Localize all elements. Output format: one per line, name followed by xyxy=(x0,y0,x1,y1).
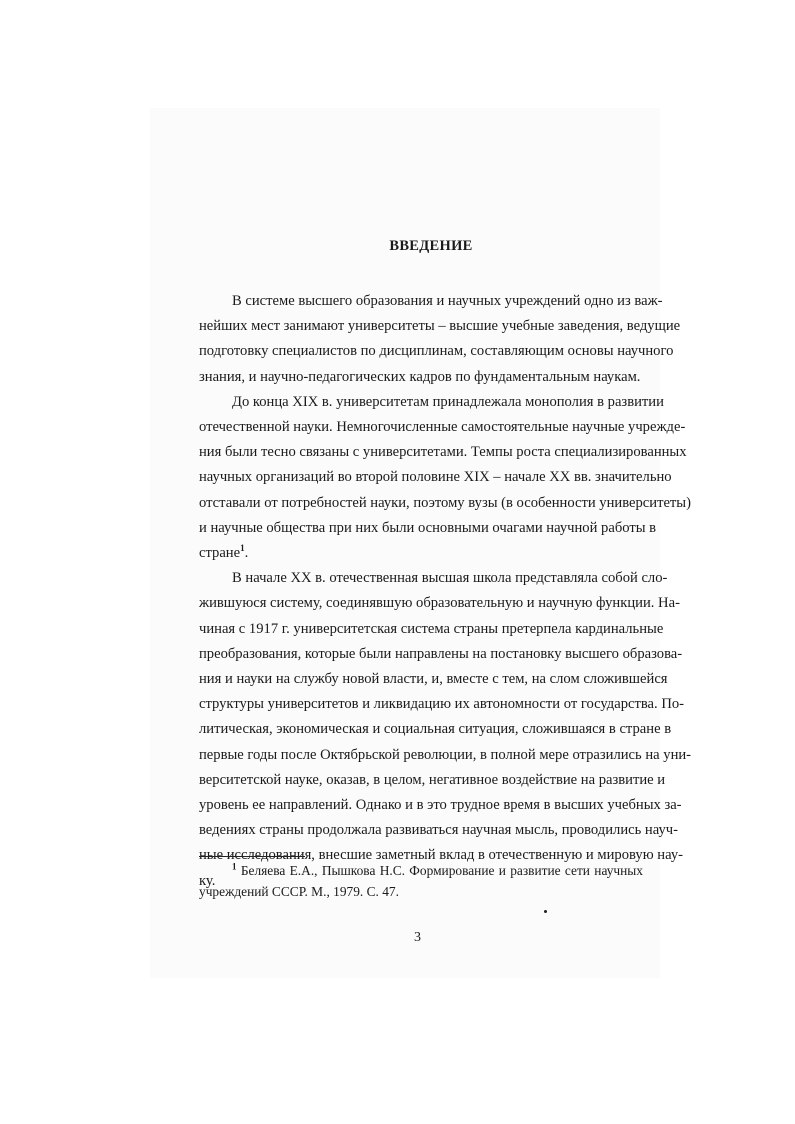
text-line: До конца XIX в. университетам принадлежала монополия в развитии xyxy=(232,393,664,410)
text-fragment: Беляева Е.А., Пышкова Н.С. Формирование и развитие сети научных xyxy=(240,863,643,878)
paragraph-2 xyxy=(199,390,691,566)
footnote-line: учреждений СССР. М., 1979. С. 47. xyxy=(199,884,399,899)
text-line: знания, и научно-педагогических кадров по фундаментальным наукам. xyxy=(199,368,641,385)
text-line: первые годы после Октябрьской революции, в полной мере отразились на уни- xyxy=(199,746,692,763)
text-line: ные исследования, внесшие заметный вклад в отечественную и мировую нау- xyxy=(199,847,683,864)
text-line: ведениях страны продолжала развиваться научная мысль, проводились науч- xyxy=(199,822,678,839)
text-line: подготовку специалистов по дисциплинам, составляющим основы научного xyxy=(199,343,674,360)
scan-speck xyxy=(544,910,547,913)
text-line: В начале XX в. отечественная высшая школа представляла собой сло- xyxy=(232,570,668,587)
text-line: ния были тесно связаны с университетами. Темпы роста специализированных xyxy=(199,444,687,461)
text-line: В системе высшего образования и научных учреждений одно из важ- xyxy=(232,293,663,309)
text-line: отставали от потребностей науки, поэтому вузы (в особенности университеты) xyxy=(199,494,691,511)
text-line: чиная с 1917 г. университетская система страны претерпела кардинальные xyxy=(199,620,664,637)
text-line xyxy=(199,541,643,566)
text-line: преобразования, которые были направлены на постановку высшего образова- xyxy=(199,645,683,662)
text-line: ку. xyxy=(199,872,216,889)
body-text xyxy=(199,289,692,894)
text-line: структуры университетов и ликвидацию их автономности от государства. По- xyxy=(199,696,685,713)
text-line: уровень ее направлений. Однако и в это трудное время в высших учебных за- xyxy=(199,797,682,814)
text-fragment: стране xyxy=(199,545,241,562)
text-line: жившуюся систему, соединявшую образовательную и научную функции. На- xyxy=(199,595,680,612)
paragraph-3 xyxy=(199,566,692,894)
footnote-separator xyxy=(199,856,305,857)
page-number: 3 xyxy=(414,930,421,945)
footnote-marker: 1 xyxy=(232,861,237,872)
text-line: верситетской науке, оказав, в целом, негативное воздействие на развитие и xyxy=(199,771,666,788)
text-line: научных организаций во второй половине XIX – начале XX вв. значительно xyxy=(199,469,672,486)
text-line: и научные общества при них были основными очагами научной работы в xyxy=(199,519,657,536)
footnote xyxy=(199,860,643,902)
text-line: ния и науки на службу новой власти, и, вместе с тем, на слом сложившейся xyxy=(199,671,668,688)
footnote-line xyxy=(199,860,643,881)
text-line: нейших мест занимают университеты – высшие учебные заведения, ведущие xyxy=(199,318,681,335)
text-line: литическая, экономическая и социальная ситуация, сложившаяся в стране в xyxy=(199,721,672,738)
footnote-reference[interactable]: 1 xyxy=(240,543,245,554)
text-fragment: . xyxy=(244,545,249,562)
text-line: отечественной науки. Немногочисленные самостоятельные научные учрежде- xyxy=(199,419,686,436)
paragraph-1 xyxy=(199,289,681,390)
chapter-title: ВВЕДЕНИЕ xyxy=(389,238,473,254)
